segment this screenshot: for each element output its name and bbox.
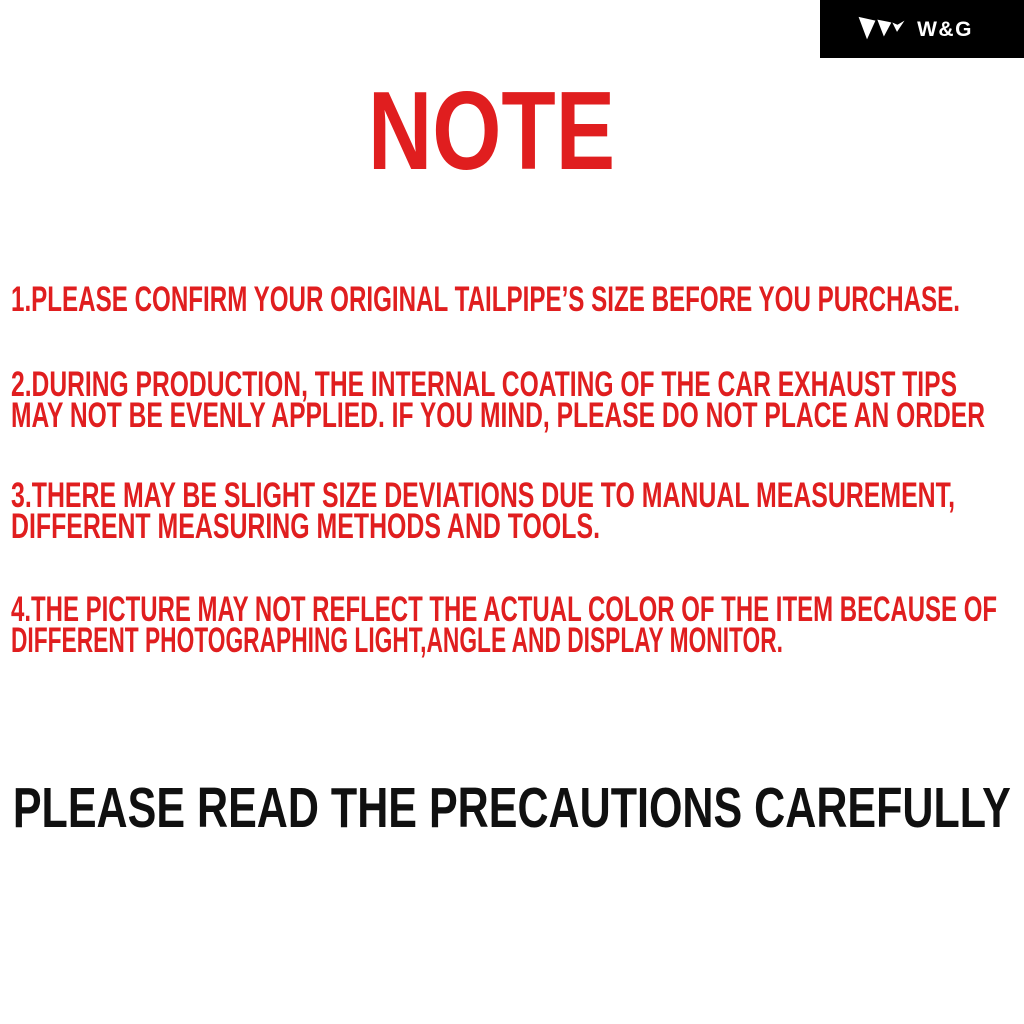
note-item-2-line-1: 2.DURING PRODUCTION, THE INTERNAL COATING OF THE CAR EXHAUST TIPS bbox=[11, 365, 957, 404]
note-item-3-line-2: DIFFERENT MEASURING METHODS AND TOOLS. bbox=[11, 507, 600, 546]
footer-headline-text: PLEASE READ THE PRECAUTIONS CAREFULLY bbox=[13, 776, 1011, 840]
footer-headline bbox=[0, 776, 1024, 840]
note-item-1-line-1: 1.PLEASE CONFIRM YOUR ORIGINAL TAILPIPE’S SIZE BEFORE YOU PURCHASE. bbox=[11, 280, 960, 319]
note-item-4-line-2: DIFFERENT PHOTOGRAPHING LIGHT,ANGLE AND DISPLAY MONITOR. bbox=[11, 621, 783, 660]
note-item-1 bbox=[11, 280, 1024, 319]
note-title bbox=[368, 69, 676, 193]
note-title-text: NOTE bbox=[368, 69, 615, 193]
note-item-4 bbox=[11, 590, 1024, 660]
note-item-2 bbox=[11, 365, 1024, 435]
triple-arrow-icon bbox=[857, 14, 907, 44]
note-item-3 bbox=[11, 476, 1024, 546]
note-item-3-line-1: 3.THERE MAY BE SLIGHT SIZE DEVIATIONS DUE TO MANUAL MEASUREMENT, bbox=[11, 476, 955, 515]
note-item-4-line-1: 4.THE PICTURE MAY NOT REFLECT THE ACTUAL COLOR OF THE ITEM BECAUSE OF bbox=[11, 590, 997, 629]
brand-badge bbox=[820, 0, 1024, 58]
note-item-2-line-2: MAY NOT BE EVENLY APPLIED. IF YOU MIND, PLEASE DO NOT PLACE AN ORDER bbox=[11, 396, 985, 435]
brand-label: W&G bbox=[917, 17, 973, 41]
